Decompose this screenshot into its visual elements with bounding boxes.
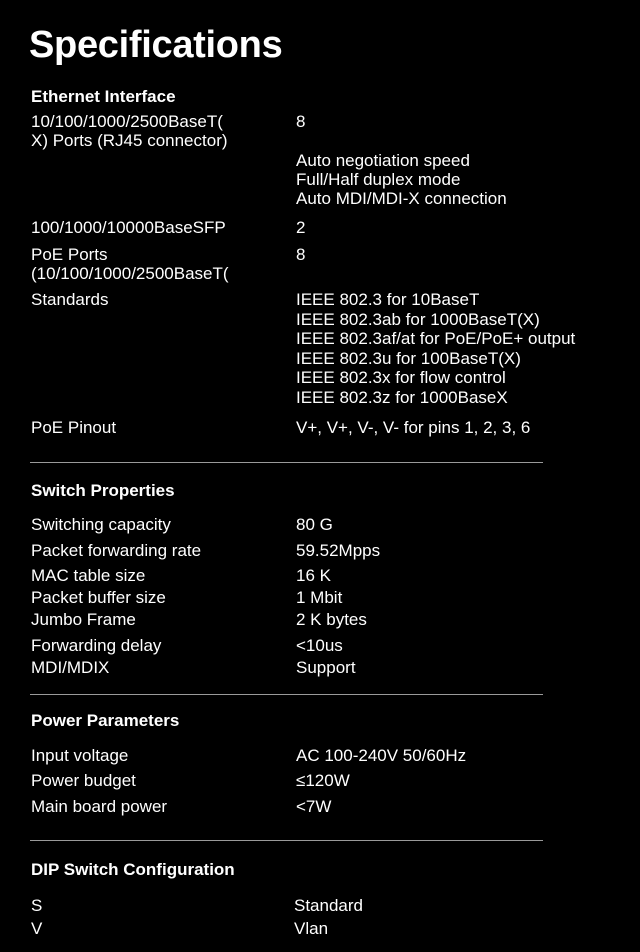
spec-label: Jumbo Frame bbox=[31, 610, 136, 629]
spec-value: Auto MDI/MDI-X connection bbox=[296, 189, 507, 208]
spec-label: Packet buffer size bbox=[31, 588, 166, 607]
spec-value: ≤120W bbox=[296, 771, 350, 790]
spec-label: Main board power bbox=[31, 797, 168, 816]
spec-value: 16 K bbox=[296, 566, 331, 585]
spec-value: 8 bbox=[296, 112, 306, 131]
spec-value: IEEE 802.3z for 1000BaseX bbox=[296, 387, 508, 407]
spec-value: AC 100-240V 50/60Hz bbox=[296, 746, 467, 765]
spec-value: Full/Half duplex mode bbox=[296, 170, 461, 189]
spec-value: 80 G bbox=[296, 515, 333, 534]
spec-value: 8 bbox=[296, 245, 306, 264]
spec-label: MAC table size bbox=[31, 566, 146, 585]
spec-value: 59.52Mpps bbox=[296, 541, 381, 560]
spec-label: (10/100/1000/2500BaseT( bbox=[31, 264, 229, 283]
section-heading-ethernet: Ethernet Interface bbox=[31, 87, 176, 106]
spec-label: Packet forwarding rate bbox=[31, 541, 202, 560]
spec-value: Auto negotiation speed bbox=[296, 151, 470, 170]
spec-label: PoE Pinout bbox=[31, 418, 117, 437]
spec-label: Input voltage bbox=[31, 746, 129, 765]
spec-value: IEEE 802.3x for flow control bbox=[296, 368, 506, 387]
spec-label: MDI/MDIX bbox=[31, 658, 110, 677]
spec-label: X) Ports (RJ45 connector) bbox=[31, 131, 228, 150]
page-title: Specifications bbox=[29, 24, 283, 66]
spec-value: <7W bbox=[296, 797, 332, 816]
divider bbox=[30, 840, 543, 841]
spec-value: IEEE 802.3u for 100BaseT(X) bbox=[296, 348, 521, 368]
spec-label: Power budget bbox=[31, 771, 136, 790]
spec-label: 100/1000/10000BaseSFP bbox=[31, 218, 226, 237]
spec-label: Forwarding delay bbox=[31, 636, 162, 655]
spec-label: 10/100/1000/2500BaseT( bbox=[31, 112, 223, 131]
divider bbox=[30, 462, 543, 463]
section-heading-power: Power Parameters bbox=[31, 711, 180, 730]
divider bbox=[30, 694, 543, 695]
spec-value: IEEE 802.3 for 10BaseT bbox=[296, 290, 480, 309]
spec-label: S bbox=[31, 896, 43, 915]
spec-value: Standard bbox=[294, 896, 363, 915]
section-heading-dip: DIP Switch Configuration bbox=[31, 860, 235, 879]
spec-value: IEEE 802.3ab for 1000BaseT(X) bbox=[296, 309, 540, 329]
spec-value: 2 K bytes bbox=[296, 610, 367, 629]
spec-label: PoE Ports bbox=[31, 245, 108, 264]
spec-value: 1 Mbit bbox=[296, 588, 343, 607]
spec-label: Standards bbox=[31, 290, 109, 309]
spec-value: Vlan bbox=[294, 919, 329, 938]
spec-value: V+, V+, V-, V- for pins 1, 2, 3, 6 bbox=[296, 418, 531, 437]
spec-value: <10us bbox=[296, 636, 343, 655]
spec-label: Switching capacity bbox=[31, 515, 171, 534]
spec-value: IEEE 802.3af/at for PoE/PoE+ output bbox=[296, 329, 576, 348]
spec-value: Support bbox=[296, 658, 356, 677]
spec-value: 2 bbox=[296, 218, 306, 237]
section-heading-switch: Switch Properties bbox=[31, 481, 175, 500]
spec-label: V bbox=[31, 919, 43, 938]
